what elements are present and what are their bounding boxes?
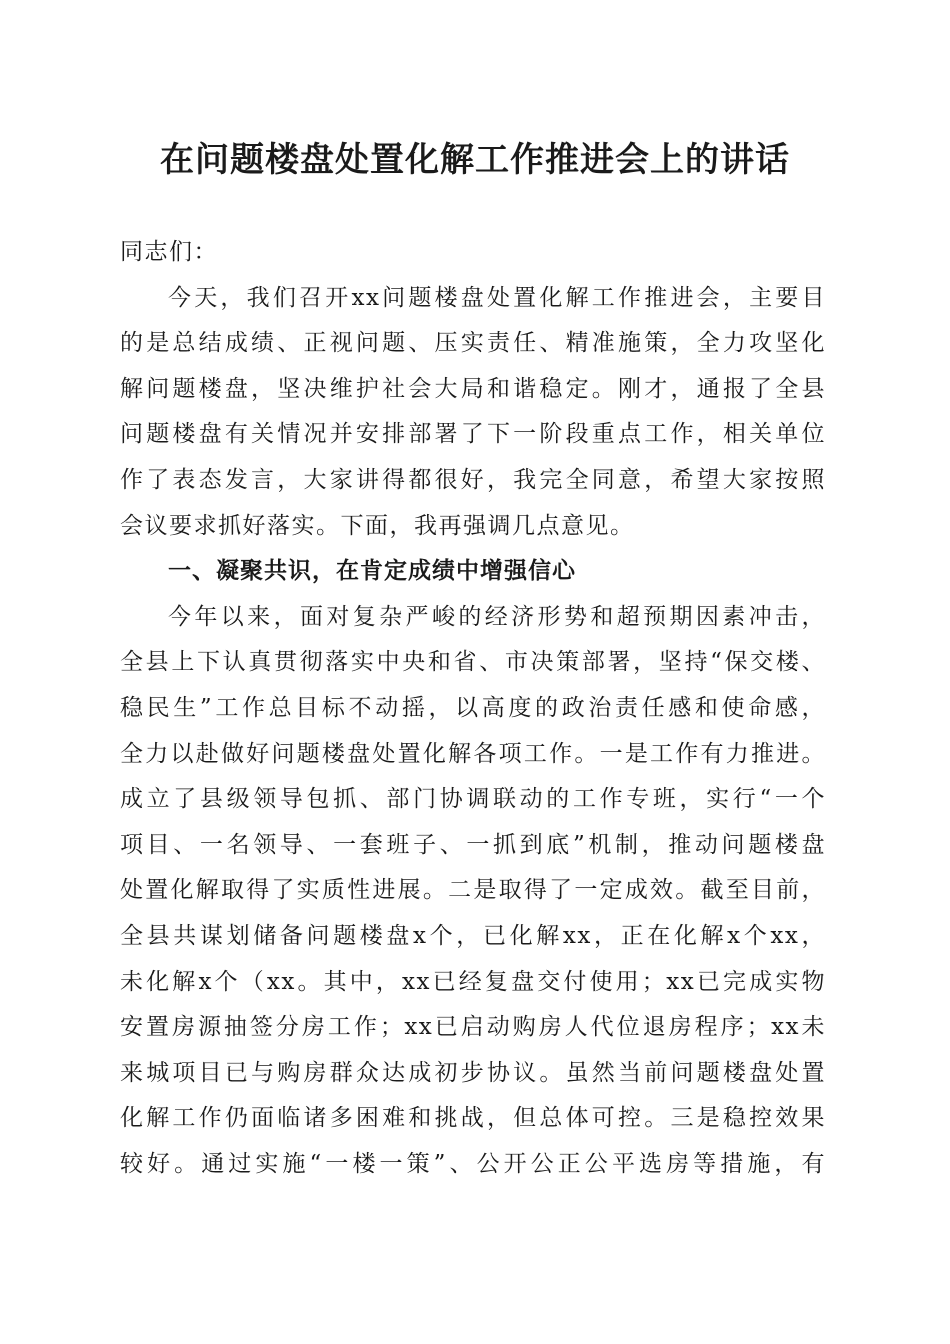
section-heading: 一、凝聚共识，在肯定成绩中增强信心 (168, 558, 576, 585)
document-body (120, 230, 826, 1187)
paragraph-line: 解问题楼盘，坚决维护社会大局和谐稳定。刚才，通报了全县 (120, 375, 826, 402)
salutation: 同志们： (120, 239, 218, 265)
paragraph-line: 化解工作仍面临诸多困难和挑战，但总体可控。三是稳控效果 (120, 1105, 826, 1132)
paragraph-line: 来城项目已与购房群众达成初步协议。虽然当前问题楼盘处置 (120, 1059, 826, 1086)
paragraph-line: 项目、一名领导、一套班子、一抓到底”机制，推动问题楼盘 (120, 831, 826, 858)
document-title: 在问题楼盘处置化解工作推进会上的讲话 (160, 140, 790, 180)
paragraph-line: 安置房源抽签分房工作；xx已启动购房人代位退房程序；xx未 (120, 1014, 826, 1041)
paragraph-line: 较好。通过实施“一楼一策”、公开公正公平选房等措施，有 (120, 1150, 826, 1177)
paragraph-line: 处置化解取得了实质性进展。二是取得了一定成效。截至目前， (120, 877, 826, 904)
paragraph-line: 稳民生”工作总目标不动摇，以高度的政治责任感和使命感， (120, 694, 826, 721)
paragraph-line: 问题楼盘有关情况并安排部署了下一阶段重点工作，相关单位 (120, 421, 826, 448)
paragraph-line: 全县上下认真贯彻落实中央和省、市决策部署，坚持“保交楼、 (120, 649, 826, 676)
paragraph-line: 的是总结成绩、正视问题、压实责任、精准施策，全力攻坚化 (120, 330, 826, 357)
paragraph-line: 全县共谋划储备问题楼盘x个，已化解xx，正在化解x个xx， (120, 922, 826, 949)
paragraph-line: 作了表态发言，大家讲得都很好，我完全同意，希望大家按照 (120, 466, 826, 493)
paragraph-line: 今天，我们召开xx问题楼盘处置化解工作推进会，主要目 (168, 284, 826, 311)
paragraph-line: 成立了县级领导包抓、部门协调联动的工作专班，实行“一个 (120, 786, 826, 813)
paragraph-line: 全力以赴做好问题楼盘处置化解各项工作。一是工作有力推进。 (120, 740, 826, 767)
paragraph-line: 会议要求抓好落实。下面，我再强调几点意见。 (120, 512, 635, 539)
paragraph-line: 未化解x个（xx。其中，xx已经复盘交付使用；xx已完成实物 (120, 968, 826, 995)
paragraph-line: 今年以来，面对复杂严峻的经济形势和超预期因素冲击， (168, 603, 826, 630)
